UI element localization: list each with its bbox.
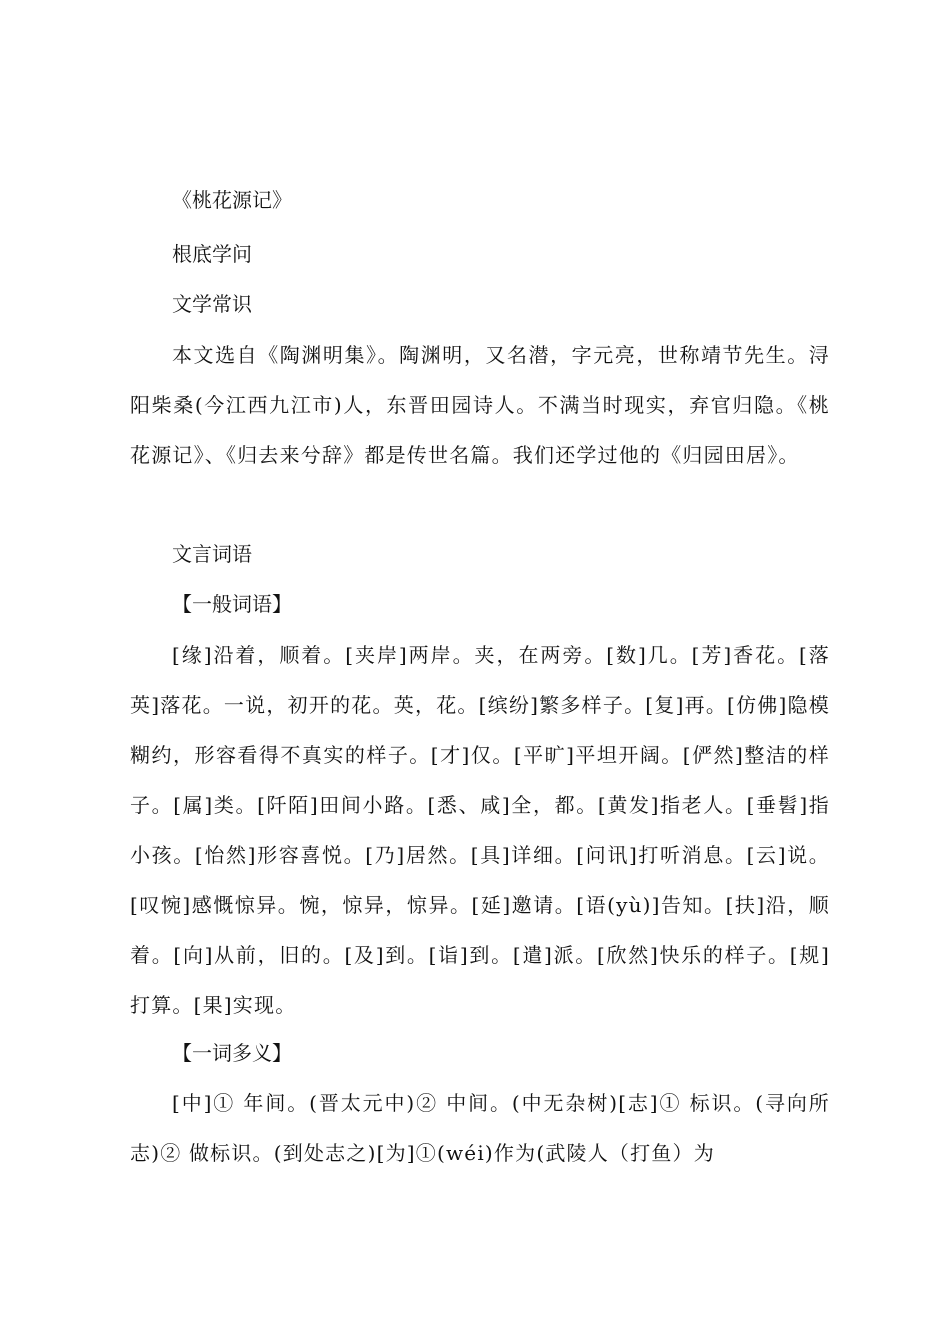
subheading-general-words: 【一般词语】 <box>172 592 292 616</box>
subheading-polysemy: 【一词多义】 <box>172 1041 292 1065</box>
section-heading-classical-vocabulary: 文言词语 <box>172 542 252 566</box>
section-heading-literature: 文学常识 <box>172 292 252 316</box>
literature-paragraph: 本文选自《陶渊明集》。陶渊明，又名潜，字元亮，世称靖节先生。浔阳柴桑(今江西九江市)人，东晋田园诗人。不满当时现实，弃官归隐。《桃花源记》、《归去来兮辞》都是传世名篇。我们还学过他的《归园田居》。 <box>130 343 830 467</box>
general-words-paragraph: [缘]沿着，顺着。[夹岸]两岸。夹，在两旁。[数]几。[芳]香花。[落英]落花。一说，初开的花。英，花。[缤纷]繁多样子。[复]再。[仿佛]隐模糊约，形容看得不真实的样子。[才]仅。[平旷]平坦开阔。[俨然]整洁的样子。[属]类。[阡陌]田间小路。[悉、咸]全，都。[黄发]指老人。[垂髫]指小孩。[怡然]形容喜悦。[乃]居然。[具]详细。[问讯]打听消息。[云]说。[叹惋]感慨惊异。惋，惊异，惊异。[延]邀请。[语(yù)]告知。[扶]沿，顺着。[向]从前，旧的。[及]到。[诣]到。[遣]派。[欣然]快乐的样子。[规]打算。[果]实现。 <box>130 643 830 1017</box>
polysemy-paragraph: [中]① 年间。(晋太元中)② 中间。(中无杂树)[志]① 标识。(寻向所志)② 做标识。(到处志之)[为]①(wéi)作为(武陵人（打鱼）为 <box>130 1091 830 1165</box>
document-title: 《桃花源记》 <box>172 188 292 212</box>
section-heading-basic-knowledge: 根底学问 <box>172 242 252 266</box>
